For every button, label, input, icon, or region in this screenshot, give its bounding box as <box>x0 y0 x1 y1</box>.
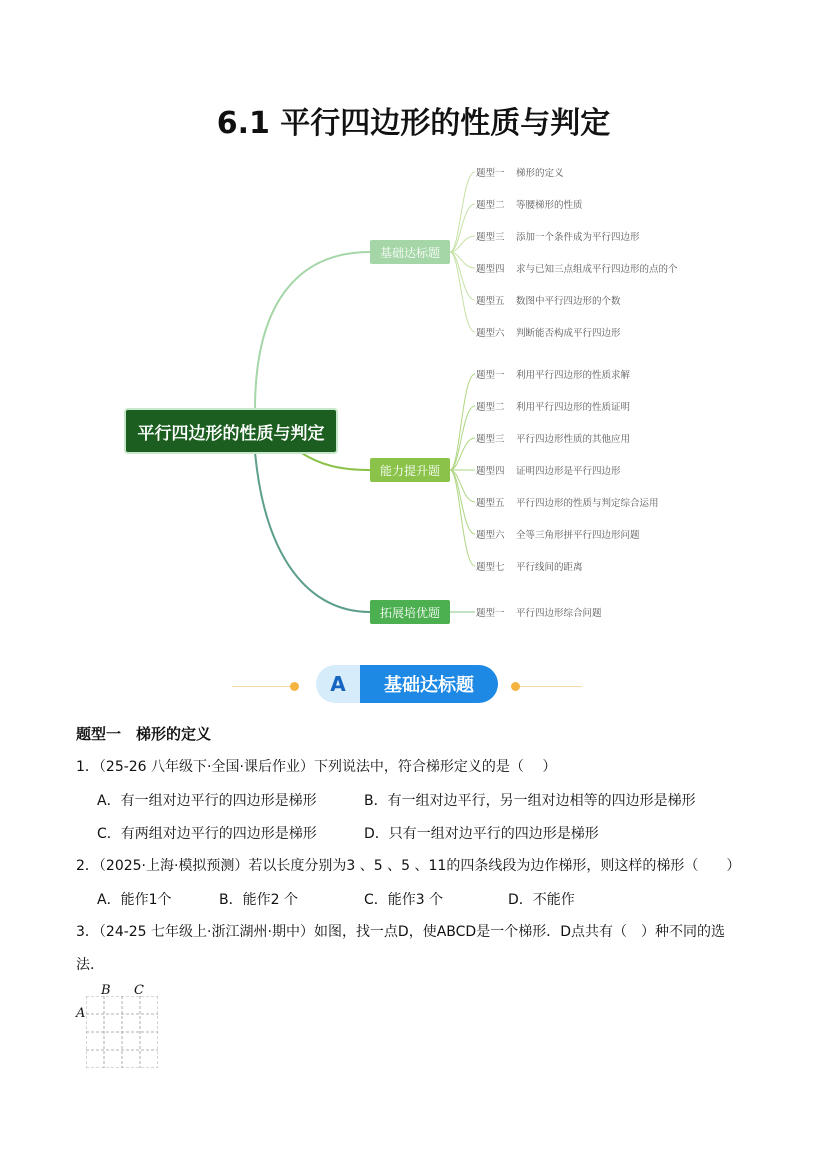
branch-ability-connectors <box>450 374 475 566</box>
mindmap-root: 平行四边形的性质与判定 <box>126 410 336 452</box>
mindmap-branch-basic: 基础达标题 <box>370 240 450 264</box>
section-banner <box>316 665 498 703</box>
banner-text: 基础达标题 <box>360 665 498 703</box>
grid-label-b: B <box>101 983 111 998</box>
question-2-option-a: A．能作1个 <box>97 892 172 908</box>
mindmap-leaf: 题型七 平行线间的距离 <box>476 562 583 573</box>
mindmap-leaf: 题型一 梯形的定义 <box>476 168 564 179</box>
mindmap-leaf: 题型五 平行四边形的性质与判定综合运用 <box>476 498 659 509</box>
mindmap-connectors <box>0 150 827 650</box>
mindmap-leaf: 题型三 平行四边形性质的其他应用 <box>476 434 631 445</box>
mindmap-leaf: 题型五 数图中平行四边形的个数 <box>476 296 621 307</box>
question-2-option-c: C．能作3 个 <box>364 892 444 908</box>
banner-line-left <box>232 686 294 687</box>
question-3-grid-figure <box>86 996 158 1068</box>
banner-line-right <box>520 686 582 687</box>
question-3-stem-cont: 法． <box>76 957 104 973</box>
branch-basic-connectors <box>450 172 475 332</box>
page-title: 6.1 平行四边形的性质与判定 <box>216 106 611 141</box>
question-1-option-a: A．有一组对边平行的四边形是梯形 <box>97 793 317 809</box>
banner-letter: A <box>316 665 360 703</box>
mindmap-leaf: 题型二 等腰梯形的性质 <box>476 200 583 211</box>
mindmap-leaf: 题型四 求与已知三点组成平行四边形的点的个 <box>476 264 678 275</box>
connector-root-ability <box>300 452 370 470</box>
grid-label-c: C <box>134 983 144 998</box>
mindmap-branch-extend: 拓展培优题 <box>370 600 450 624</box>
banner-dot-left <box>290 682 299 691</box>
mindmap-leaf: 题型三 添加一个条件成为平行四边形 <box>476 232 640 243</box>
question-2-option-d: D．不能作 <box>508 892 575 908</box>
mindmap-leaf: 题型四 证明四边形是平行四边形 <box>476 466 621 477</box>
mindmap-leaf: 题型二 利用平行四边形的性质证明 <box>476 402 631 413</box>
question-1-option-c: C．有两组对边平行的四边形是梯形 <box>97 826 317 842</box>
mindmap-branch-ability: 能力提升题 <box>370 458 450 482</box>
connector-root-basic <box>255 252 370 410</box>
grid-label-a: A <box>76 1006 86 1021</box>
mindmap-leaf: 题型六 全等三角形拼平行四边形问题 <box>476 530 640 541</box>
mindmap-leaf: 题型一 利用平行四边形的性质求解 <box>476 370 631 381</box>
banner-dot-right <box>511 682 520 691</box>
question-1-stem: 1．（25-26 八年级下·全国·课后作业）下列说法中，符合梯形定义的是（ ） <box>76 759 557 775</box>
question-2-stem: 2．（2025·上海·模拟预测）若以长度分别为3 、5 、5 、11的四条线段为边作梯形，则这样的梯形（ ） <box>76 858 741 874</box>
question-1-option-b: B．有一组对边平行，另一组对边相等的四边形是梯形 <box>364 793 696 809</box>
mindmap-leaf: 题型一 平行四边形综合问题 <box>476 608 602 619</box>
section-title: 题型一 梯形的定义 <box>76 725 212 743</box>
question-1-option-d: D．只有一组对边平行的四边形是梯形 <box>364 826 599 842</box>
mindmap-leaf: 题型六 判断能否构成平行四边形 <box>476 328 621 339</box>
connector-root-extend <box>255 452 370 612</box>
question-3-stem: 3．（24-25 七年级上·浙江湖州·期中）如图，找一点D，使ABCD是一个梯形．D点共有（ ）种不同的选 <box>76 924 725 940</box>
question-2-option-b: B．能作2 个 <box>219 892 298 908</box>
